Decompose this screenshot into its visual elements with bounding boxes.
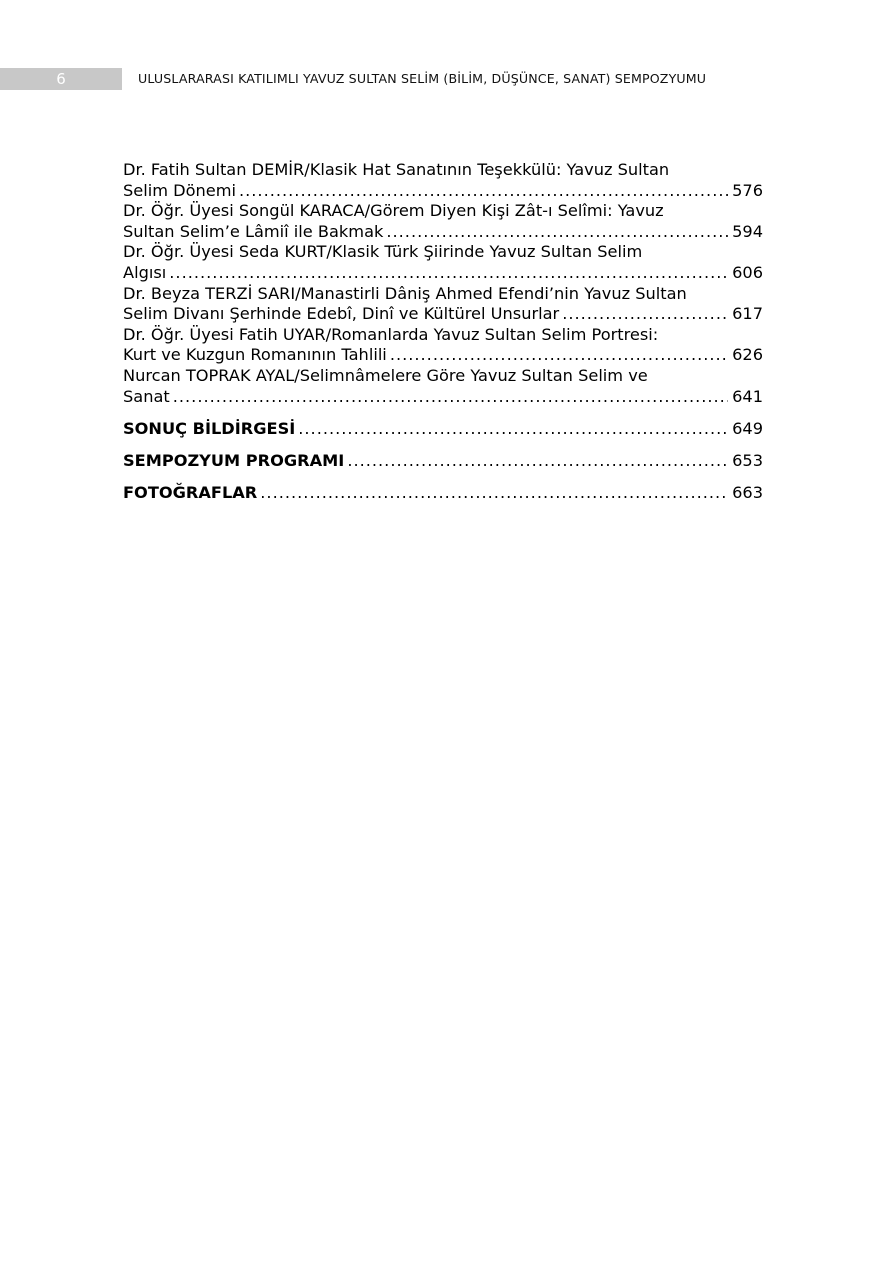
toc-entry-title-cont: Sanat — [123, 386, 170, 406]
toc-entry-title: Dr. Öğr. Üyesi Fatih UYAR/Romanlarda Yavuz Sultan Selim Portresi: — [123, 324, 659, 344]
toc-page-number: 626 — [732, 345, 763, 365]
toc-section[interactable] — [123, 419, 763, 440]
toc-entry[interactable] — [123, 325, 763, 366]
toc-entry-title: Dr. Öğr. Üyesi Songül KARACA/Görem Diyen Kişi Zât-ı Selîmi: Yavuz — [123, 201, 664, 221]
toc-entry[interactable] — [123, 284, 763, 325]
dot-leader — [173, 387, 728, 408]
toc-section-title: SEMPOZYUM PROGRAMI — [123, 450, 345, 470]
table-of-contents — [123, 160, 763, 504]
toc-entry-title: Dr. Öğr. Üyesi Seda KURT/Klasik Türk Şiirinde Yavuz Sultan Selim — [123, 242, 643, 262]
toc-entry-title: Dr. Fatih Sultan DEMİR/Klasik Hat Sanatının Teşekkülü: Yavuz Sultan — [123, 160, 670, 179]
dot-leader — [298, 419, 728, 440]
toc-page-number: 649 — [732, 418, 763, 438]
toc-section[interactable] — [123, 483, 763, 504]
toc-section-title: SONUÇ BİLDİRGESİ — [123, 418, 296, 438]
toc-entry-title: Dr. Beyza TERZİ SARI/Manastirli Dâniş Ahmed Efendi’nin Yavuz Sultan — [123, 283, 687, 303]
page-number: 6 — [56, 70, 66, 88]
dot-leader — [562, 304, 728, 325]
toc-entry-title: Nurcan TOPRAK AYAL/Selimnâmelere Göre Yavuz Sultan Selim ve — [123, 365, 648, 385]
toc-entry-title-cont: Selim Divanı Şerhinde Edebî, Dinî ve Kültürel Unsurlar — [123, 304, 560, 324]
running-title: ULUSLARARASI KATILIMLI YAVUZ SULTAN SELİM (BİLİM, DÜŞÜNCE, SANAT) SEMPOZYUMU — [138, 71, 707, 86]
dot-leader — [347, 451, 728, 472]
toc-page-number: 576 — [732, 180, 763, 200]
dot-leader — [390, 345, 728, 366]
toc-entry[interactable] — [123, 366, 763, 407]
toc-section-title: FOTOĞRAFLAR — [123, 483, 258, 503]
toc-entry-title-cont: Selim Dönemi — [123, 180, 236, 200]
toc-entry-title-cont: Algısı — [123, 262, 167, 282]
toc-entry[interactable] — [123, 160, 763, 201]
dot-leader — [239, 181, 728, 202]
toc-page-number: 594 — [732, 221, 763, 241]
toc-entry-title-cont: Sultan Selim’e Lâmiî ile Bakmak — [123, 221, 384, 241]
toc-page-number: 653 — [732, 450, 763, 470]
toc-page-number: 641 — [732, 386, 763, 406]
dot-leader — [386, 222, 728, 243]
toc-page-number: 663 — [732, 483, 763, 503]
toc-section[interactable] — [123, 451, 763, 472]
toc-page-number: 617 — [732, 304, 763, 324]
toc-entry[interactable] — [123, 201, 763, 242]
toc-entry-title-cont: Kurt ve Kuzgun Romanının Tahlili — [123, 345, 387, 365]
toc-page-number: 606 — [732, 262, 763, 282]
toc-entry[interactable] — [123, 242, 763, 283]
dot-leader — [260, 483, 728, 504]
dot-leader — [169, 263, 728, 284]
